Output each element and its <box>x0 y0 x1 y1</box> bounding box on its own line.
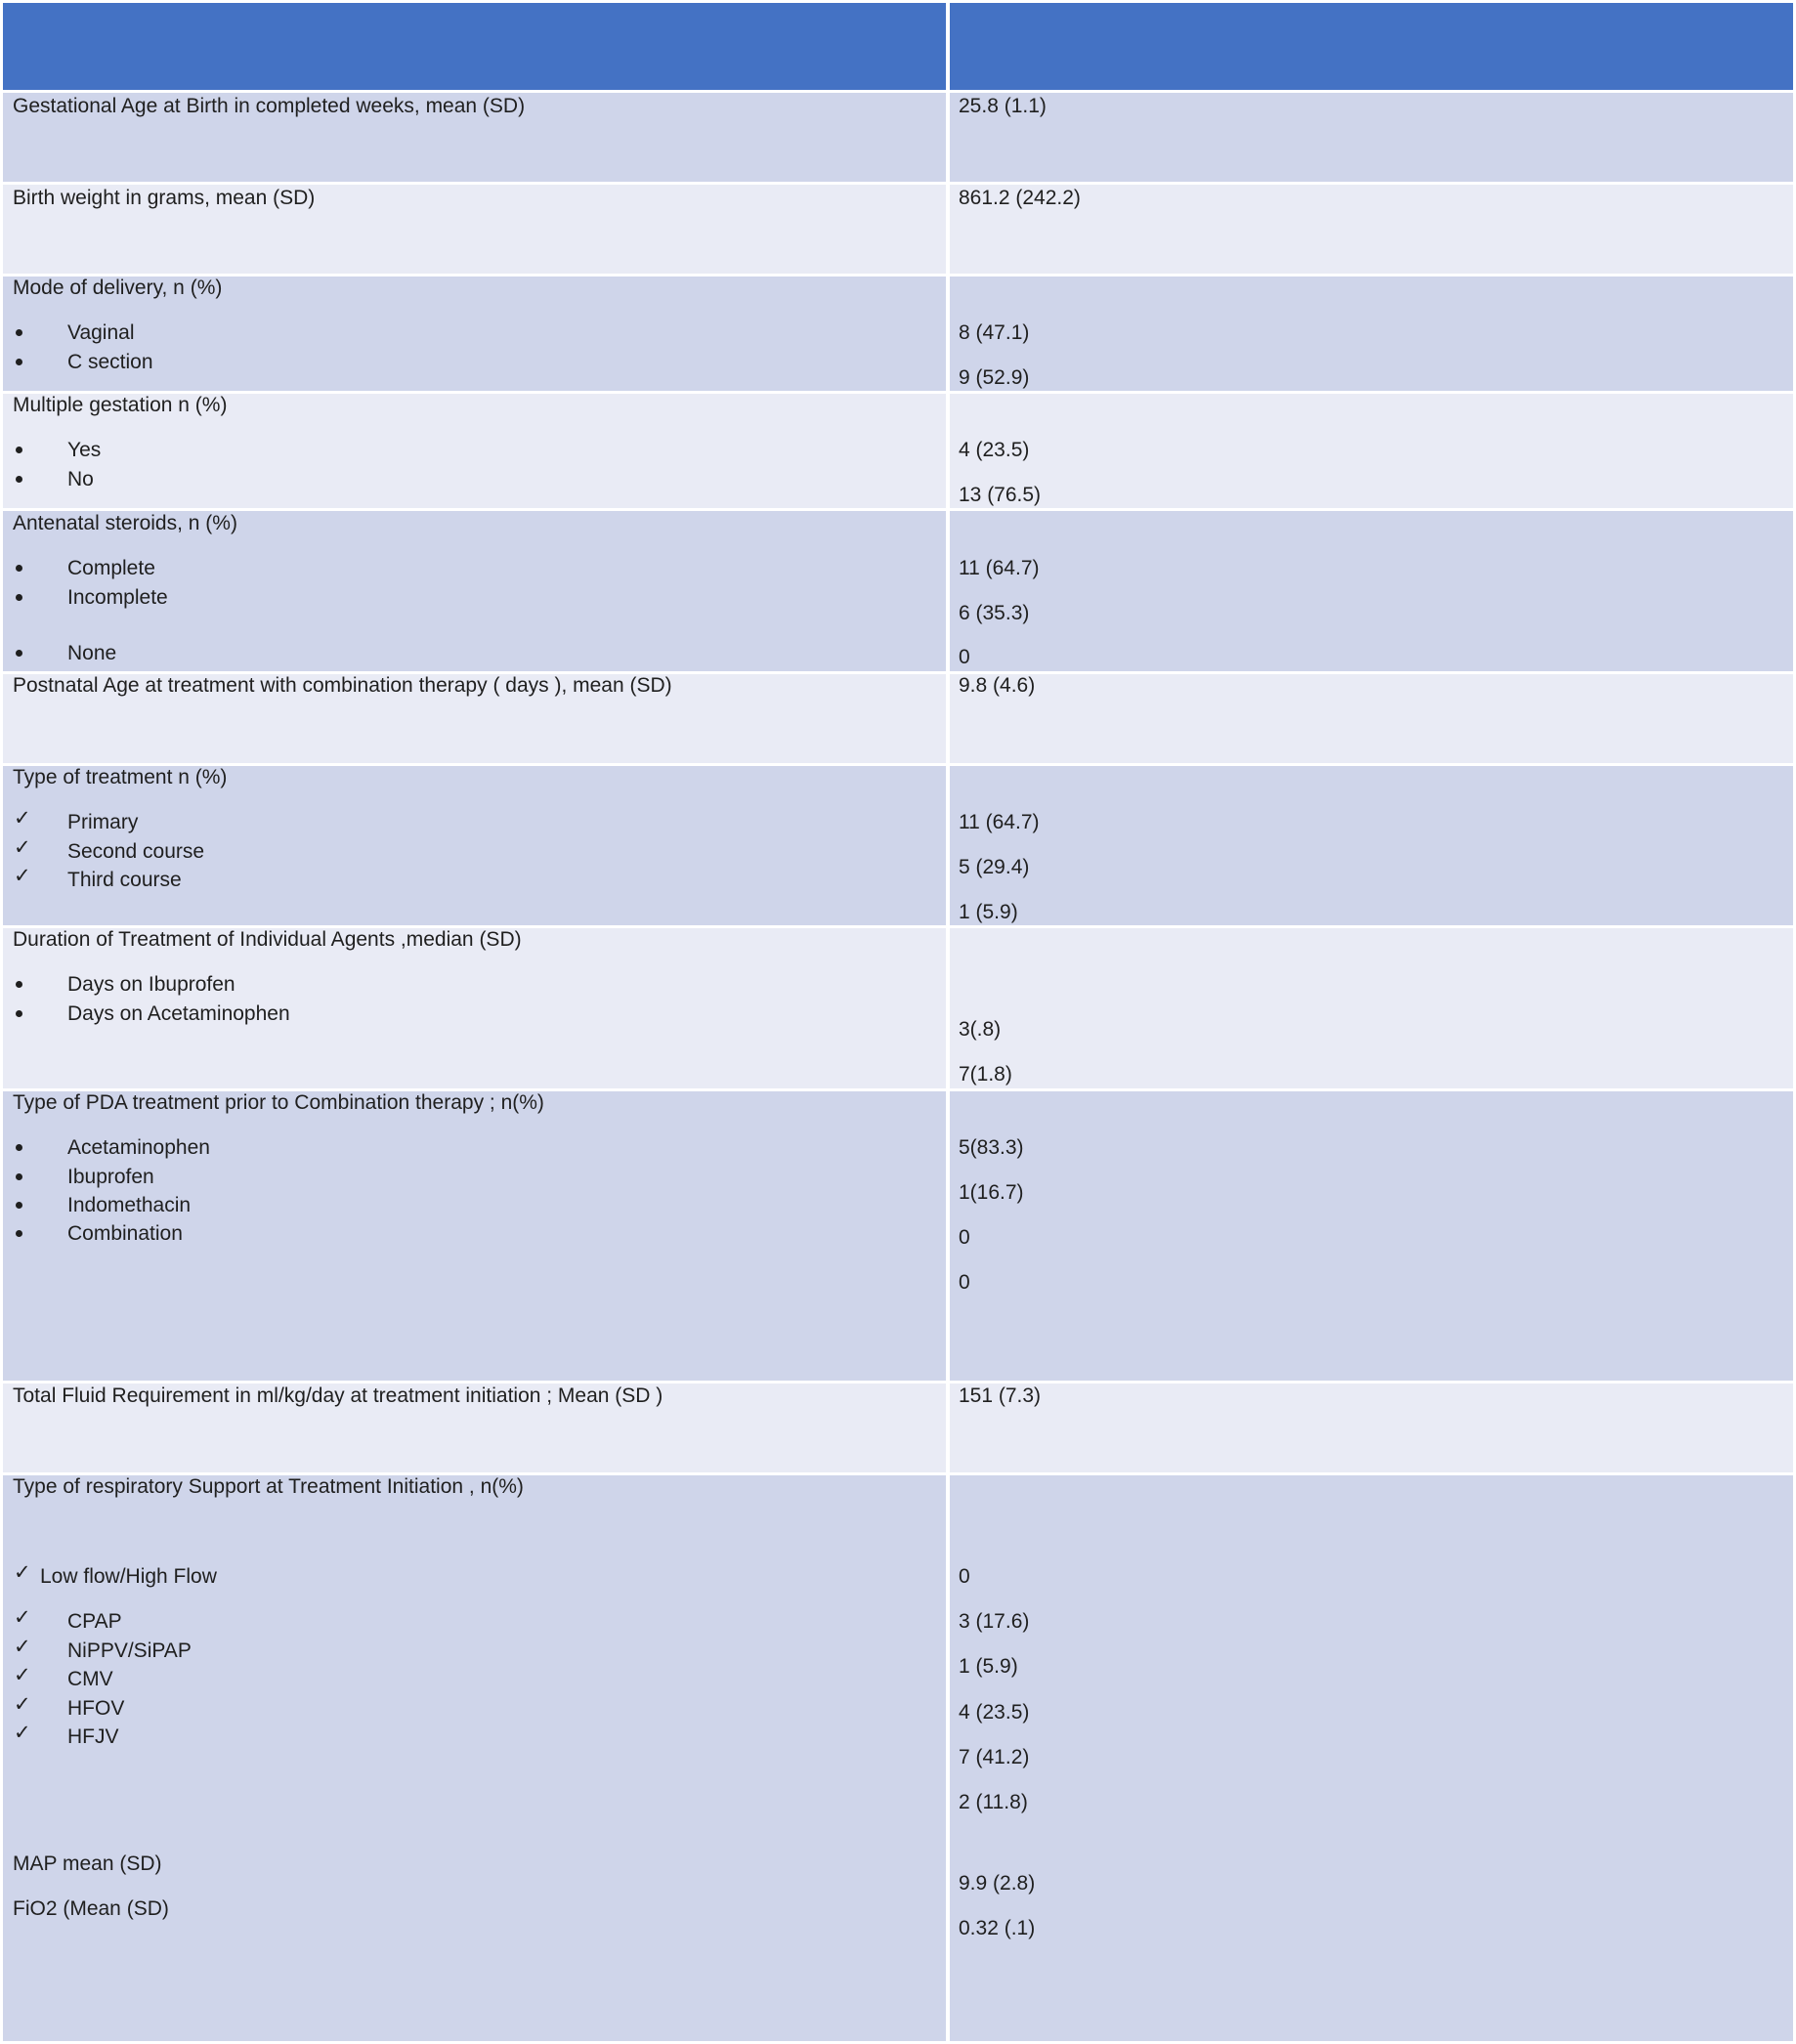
row-sublabel: FiO2 (Mean (SD) <box>13 1897 169 1920</box>
row-label: Type of respiratory Support at Treatment Initiation , n(%) <box>13 1475 524 1498</box>
list-item: Third course <box>67 869 182 891</box>
row-value: 5(83.3) <box>959 1136 1024 1159</box>
row-value-cell <box>950 766 1793 925</box>
table-row <box>0 511 1796 671</box>
list-item: Ibuprofen <box>67 1166 154 1188</box>
row-value: 8 (47.1) <box>959 321 1030 344</box>
row-value: 9 (52.9) <box>959 366 1030 389</box>
row-label: Mode of delivery, n (%) <box>13 277 223 299</box>
row-value: 2 (11.8) <box>959 1791 1028 1813</box>
list-item: Second course <box>67 840 205 863</box>
row-value: 0 <box>959 1565 970 1588</box>
row-value: 0.32 (.1) <box>959 1917 1036 1939</box>
list-item: HFOV <box>67 1697 125 1720</box>
row-label-cell <box>3 766 946 925</box>
list-item: Vaginal <box>67 321 135 344</box>
list-item: CPAP <box>67 1610 122 1633</box>
row-value: 9.9 (2.8) <box>959 1872 1036 1895</box>
row-label-cell <box>3 1384 946 1472</box>
row-value: 4 (23.5) <box>959 1701 1030 1724</box>
table-row <box>0 277 1796 391</box>
bullet-icon <box>16 565 22 572</box>
row-label: Type of treatment n (%) <box>13 766 228 788</box>
bullet-icon <box>16 981 22 988</box>
row-value-cell <box>950 1384 1793 1472</box>
list-item: HFJV <box>67 1725 119 1748</box>
row-label: Total Fluid Requirement in ml/kg/day at treatment initiation ; Mean (SD ) <box>13 1384 663 1407</box>
row-value-cell <box>950 1091 1793 1381</box>
row-value: 25.8 (1.1) <box>959 95 1047 117</box>
row-value: 0 <box>959 1271 970 1294</box>
header-cell-characteristic <box>3 3 946 90</box>
bullet-icon <box>16 650 22 657</box>
row-value: 0 <box>959 646 970 668</box>
table-row <box>0 928 1796 1088</box>
row-label-cell <box>3 394 946 508</box>
row-label: Type of PDA treatment prior to Combination therapy ; n(%) <box>13 1091 544 1114</box>
bullet-icon <box>16 359 22 365</box>
checkmark-icon: ✓ <box>14 865 31 887</box>
row-value: 9.8 (4.6) <box>959 674 1036 697</box>
row-label-cell <box>3 1475 946 2041</box>
row-label: Birth weight in grams, mean (SD) <box>13 187 316 209</box>
list-item: Days on Acetaminophen <box>67 1002 290 1025</box>
row-value-cell <box>950 93 1793 182</box>
checkmark-icon: ✓ <box>14 1561 31 1584</box>
row-label-cell <box>3 277 946 391</box>
table-row <box>0 1091 1796 1381</box>
checkmark-icon: ✓ <box>14 1664 31 1686</box>
table-row <box>0 1475 1796 2041</box>
checkmark-icon: ✓ <box>14 1636 31 1658</box>
row-label: Antenatal steroids, n (%) <box>13 512 237 534</box>
row-value-cell <box>950 394 1793 508</box>
row-value: 3(.8) <box>959 1018 1002 1041</box>
row-value-cell <box>950 674 1793 763</box>
list-item: Acetaminophen <box>67 1136 210 1159</box>
checkmark-icon: ✓ <box>14 1722 31 1744</box>
row-value-cell <box>950 1475 1793 2041</box>
bullet-icon <box>16 476 22 483</box>
list-item: Yes <box>67 439 102 461</box>
list-item: Primary <box>67 811 139 833</box>
row-value: 861.2 (242.2) <box>959 187 1081 209</box>
row-value: 11 (64.7) <box>959 811 1040 833</box>
checkmark-icon: ✓ <box>14 1693 31 1716</box>
row-label: Postnatal Age at treatment with combination therapy ( days ), mean (SD) <box>13 674 672 697</box>
row-value-cell <box>950 277 1793 391</box>
row-value: 4 (23.5) <box>959 439 1030 461</box>
list-item: Days on Ibuprofen <box>67 973 235 996</box>
row-value: 1 (5.9) <box>959 1655 1018 1678</box>
row-value: 11 (64.7) <box>959 557 1040 579</box>
table-row <box>0 1384 1796 1472</box>
row-label-cell <box>3 185 946 274</box>
list-item: C section <box>67 351 153 373</box>
row-label-cell <box>3 928 946 1088</box>
bullet-icon <box>16 594 22 601</box>
row-label-cell <box>3 93 946 182</box>
table-header-row <box>0 3 1796 90</box>
row-value-cell <box>950 511 1793 671</box>
bullet-icon <box>16 329 22 336</box>
row-value: 13 (76.5) <box>959 484 1042 506</box>
table-row <box>0 766 1796 925</box>
row-label-cell <box>3 511 946 671</box>
row-sublabel: MAP mean (SD) <box>13 1852 162 1875</box>
row-value-cell <box>950 928 1793 1088</box>
bullet-icon <box>16 447 22 453</box>
list-item: None <box>67 642 117 664</box>
bullet-icon <box>16 1010 22 1017</box>
row-label: Multiple gestation n (%) <box>13 394 228 416</box>
row-value-cell <box>950 185 1793 274</box>
row-value: 7(1.8) <box>959 1063 1012 1086</box>
list-item: Indomethacin <box>67 1194 192 1216</box>
table-row <box>0 185 1796 274</box>
bullet-icon <box>16 1202 22 1209</box>
list-item: No <box>67 468 94 490</box>
checkmark-icon: ✓ <box>14 836 31 859</box>
checkmark-icon: ✓ <box>14 807 31 830</box>
list-item: Low flow/High Flow <box>40 1565 217 1588</box>
table-row <box>0 394 1796 508</box>
row-label: Gestational Age at Birth in completed weeks, mean (SD) <box>13 95 526 117</box>
checkmark-icon: ✓ <box>14 1606 31 1629</box>
row-label: Duration of Treatment of Individual Agents ,median (SD) <box>13 928 522 951</box>
list-item: Combination <box>67 1222 183 1245</box>
bullet-icon <box>16 1173 22 1180</box>
row-label-cell <box>3 674 946 763</box>
table-row <box>0 674 1796 763</box>
row-value: 1 (5.9) <box>959 901 1018 923</box>
row-value: 5 (29.4) <box>959 856 1030 878</box>
list-item: Incomplete <box>67 586 168 609</box>
table-row <box>0 93 1796 182</box>
row-value: 1(16.7) <box>959 1181 1024 1204</box>
bullet-icon <box>16 1144 22 1151</box>
row-value: 7 (41.2) <box>959 1746 1030 1768</box>
row-value: 3 (17.6) <box>959 1610 1030 1633</box>
list-item: CMV <box>67 1668 113 1690</box>
row-label-cell <box>3 1091 946 1381</box>
header-cell-value <box>950 3 1793 90</box>
row-value: 0 <box>959 1226 970 1249</box>
list-item: Complete <box>67 557 155 579</box>
row-value: 151 (7.3) <box>959 1384 1042 1407</box>
list-item: NiPPV/SiPAP <box>67 1639 192 1662</box>
row-value: 6 (35.3) <box>959 602 1030 624</box>
bullet-icon <box>16 1230 22 1237</box>
